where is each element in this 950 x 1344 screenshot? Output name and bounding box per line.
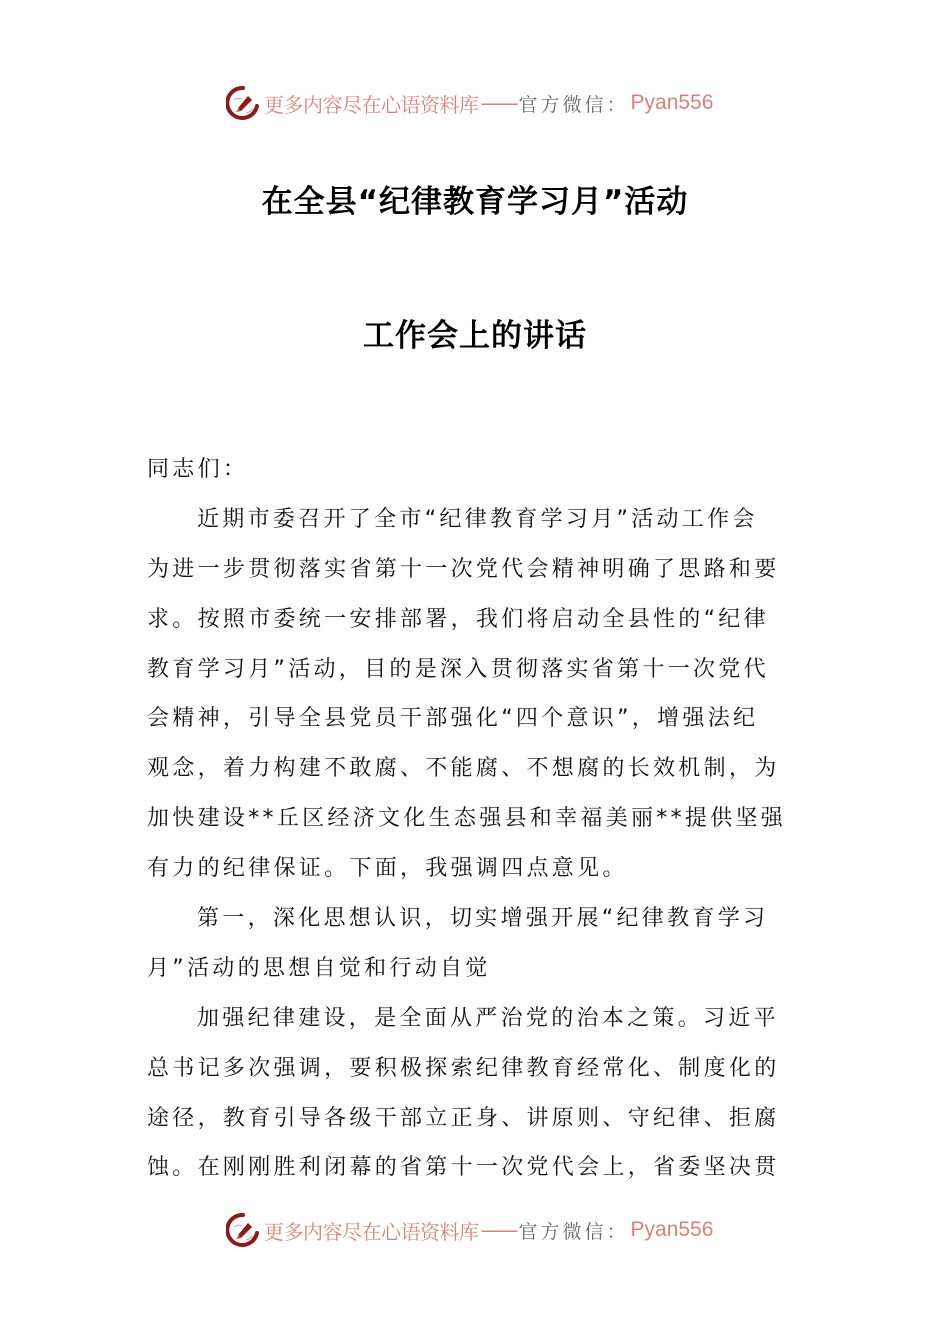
paragraph-line: 途径，教育引导各级干部立正身、讲原则、守纪律、拒腐 xyxy=(147,1105,780,1131)
paragraph-line: 加快建设**丘区经济文化生态强县和幸福美丽**提供坚强 xyxy=(147,806,787,832)
paragraph-line: 蚀。在刚刚胜利闭幕的省第十一次党代会上，省委坚决贯 xyxy=(147,1155,780,1181)
document-body xyxy=(147,445,809,1193)
paragraph-line: 总书记多次强调，要积极探索纪律教育经常化、制度化的 xyxy=(147,1055,780,1081)
paragraph-line: 有力的纪律保证。下面，我强调四点意见。 xyxy=(147,856,628,882)
watermark-footer xyxy=(226,1212,713,1248)
paragraph-line: 近期市委召开了全市“纪律教育学习月”活动工作会 xyxy=(197,506,758,532)
pen-nib-circle-icon xyxy=(226,86,260,120)
paragraph-line: 观念，着力构建不敢腐、不能腐、不想腐的长效机制，为 xyxy=(147,756,780,782)
document-title-line2: 工作会上的讲话 xyxy=(363,318,587,354)
watermark-dash: —— xyxy=(480,91,517,115)
watermark-main-text: 更多内容尽在心语资料库 xyxy=(264,1219,479,1244)
watermark-dash: —— xyxy=(480,1218,517,1242)
watermark-main-text: 更多内容尽在心语资料库 xyxy=(264,92,479,117)
paragraph-line: 会精神，引导全县党员干部强化“四个意识”，增强法纪 xyxy=(147,706,759,732)
document-title-line1: 在全县“纪律教育学习月”活动 xyxy=(261,184,689,220)
pen-nib-circle-icon xyxy=(226,1213,260,1247)
watermark-wechat-id: Pyan556 xyxy=(630,91,714,114)
paragraph-line: 为进一步贯彻落实省第十一次党代会精神明确了思路和要 xyxy=(147,556,780,582)
paragraph-line: 求。按照市委统一安排部署，我们将启动全县性的“纪律 xyxy=(147,606,769,632)
watermark-wechat-id: Pyan556 xyxy=(630,1218,714,1241)
watermark-official-label: 官方微信： xyxy=(518,93,629,116)
paragraph-line: 加强纪律建设，是全面从严治党的治本之策。习近平 xyxy=(197,1005,779,1031)
watermark-official-label: 官方微信： xyxy=(518,1220,629,1243)
section-heading-line: 月”活动的思想自觉和行动自觉 xyxy=(147,955,491,981)
watermark-header xyxy=(226,85,713,121)
section-heading-line: 第一，深化思想认识，切实增强开展“纪律教育学习 xyxy=(197,906,769,932)
paragraph-line: 教育学习月”活动，目的是深入贯彻落实省第十一次党代 xyxy=(147,656,769,682)
salutation: 同志们： xyxy=(147,457,249,482)
